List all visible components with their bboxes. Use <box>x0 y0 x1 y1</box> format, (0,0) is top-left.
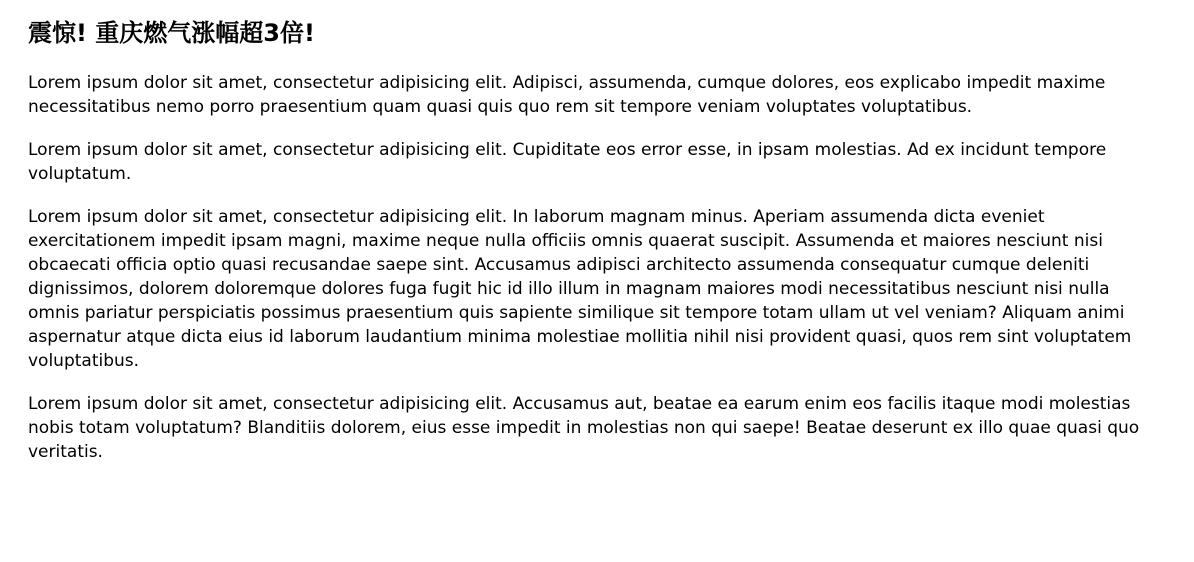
article-title: 震惊! 重庆燃气涨幅超3倍! <box>28 19 315 47</box>
article <box>0 16 1194 464</box>
article-paragraph-4: Lorem ipsum dolor sit amet, consectetur adipisicing elit. Accusamus aut, beatae ea earum enim eos facilis itaque modi molestias nobis totam voluptatum? Blanditiis dolorem, eius esse impedit in molestias non qui saepe! Beatae deserunt ex illo quae quasi quo veritatis. <box>28 394 1140 462</box>
article-paragraph-2: Lorem ipsum dolor sit amet, consectetur adipisicing elit. Cupiditate eos error esse, in ipsam molestias. Ad ex incidunt tempore voluptatum. <box>28 140 1107 184</box>
article-paragraph-3: Lorem ipsum dolor sit amet, consectetur adipisicing elit. In laborum magnam minus. Aperiam assumenda dicta eveniet exercitationem impedit ipsam magni, maxime neque nulla officiis omnis quaerat suscipit. Assumenda et maiores nesciunt nisi obcaecati officia optio quasi recusandae saepe sint. Accusamus adipisci architecto assumenda consequatur cumque deleniti dignissimos, dolorem doloremque dolores fuga fugit hic id illo illum in magnam maiores modi necessitatibus nesciunt nisi nulla omnis pariatur perspiciatis possimus praesentium quis sapiente similique sit tempore totam ullam ut vel veniam? Aliquam animi aspernatur atque dicta eius id laborum laudantium minima molestiae mollitia nihil nisi provident quasi, quos rem sint voluptatem voluptatibus. <box>28 207 1132 371</box>
article-paragraph-1: Lorem ipsum dolor sit amet, consectetur adipisicing elit. Adipisci, assumenda, cumque dolores, eos explicabo impedit maxime necessitatibus nemo porro praesentium quam quasi quis quo rem sit tempore veniam voluptates voluptatibus. <box>28 73 1106 117</box>
